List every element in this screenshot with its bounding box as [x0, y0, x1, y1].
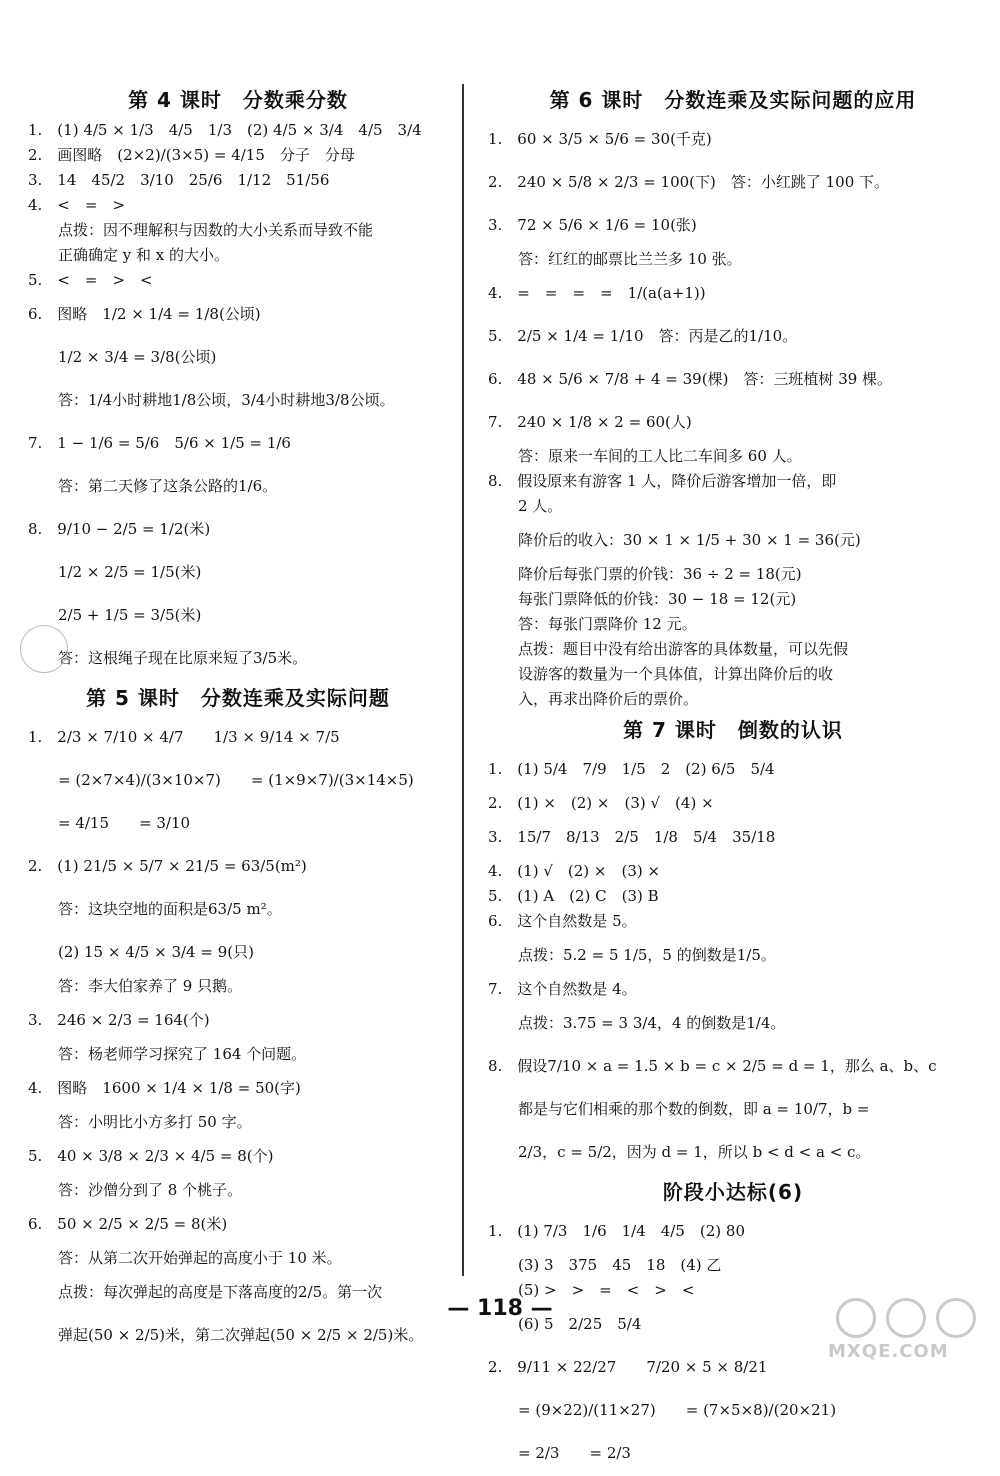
answer-line: 答：李大伯家养了 9 只鹅。: [58, 976, 243, 995]
hint-line: 弹起(50 × 2/5)米，第二次弹起(50 × 2/5 × 2/5)米。: [58, 1325, 424, 1344]
answer-line: 都是与它们相乘的那个数的倒数，即 a = 10/7，b =: [518, 1099, 870, 1118]
answer-line: = (2×7×4)/(3×10×7) = (1×9×7)/(3×14×5): [58, 770, 414, 789]
answer-line: 答：小明比小方多打 50 字。: [58, 1112, 252, 1131]
right-column: [488, 80, 978, 1476]
hint-line: 点拨：每次弹起的高度是下落高度的2/5。第一次: [58, 1282, 383, 1301]
answer-line: 答：原来一车间的工人比二车间多 60 人。: [518, 446, 802, 465]
stamp-mark: [20, 625, 68, 673]
answer-line: 2/5 + 1/5 = 3/5(米): [58, 605, 202, 624]
answer-line: = 4/15 = 3/10: [58, 813, 191, 832]
hint-line: 正确确定 y 和 x 的大小。: [58, 245, 230, 264]
answer-line: (3) 3 375 45 18 (4) 乙: [518, 1255, 722, 1274]
answer-line: 答：每张门票降价 12 元。: [518, 614, 697, 633]
answer-line: 4. = = = = 1/(a(a+1)): [488, 283, 706, 302]
answer-line: 3. 14 45/2 3/10 25/6 1/12 51/56: [28, 170, 330, 189]
answer-line: 1. (1) 7/3 1/6 1/4 4/5 (2) 80: [488, 1221, 745, 1240]
answer-line: 答：这根绳子现在比原来短了3/5米。: [58, 648, 308, 667]
answer-line: 7. 1 − 1/6 = 5/6 5/6 × 1/5 = 1/6: [28, 433, 291, 452]
answer-line: 3. 15/7 8/13 2/5 1/8 5/4 35/18: [488, 827, 776, 846]
hint-line: 入，再求出降价后的票价。: [518, 689, 699, 708]
heading-lesson-4: 第 4 课时 分数乘分数: [128, 88, 348, 112]
answer-line: 3. 72 × 5/6 × 1/6 = 10(张): [488, 215, 697, 234]
answer-line: 1/2 × 2/5 = 1/5(米): [58, 562, 202, 581]
heading-lesson-5: 第 5 课时 分数连乘及实际问题: [86, 686, 390, 710]
answer-line: 2. (1) 21/5 × 5/7 × 21/5 = 63/5(m²): [28, 856, 307, 875]
answer-line: = (9×22)/(11×27) = (7×5×8)/(20×21): [518, 1400, 837, 1419]
answer-line: 2. 画图略 (2×2)/(3×5) = 4/15 分子 分母: [28, 145, 355, 164]
answer-line: 1/2 × 3/4 = 3/8(公顷): [58, 347, 217, 366]
answer-line: 答：1/4小时耕地1/8公顷，3/4小时耕地3/8公顷。: [58, 390, 395, 409]
answer-line: 降价后每张门票的价钱：36 ÷ 2 = 18(元): [518, 564, 802, 583]
hint-line: 点拨：因不理解积与因数的大小关系而导致不能: [58, 220, 374, 239]
watermark-circle-icon: [886, 1298, 926, 1338]
answer-line: 8. 9/10 − 2/5 = 1/2(米): [28, 519, 211, 538]
answer-line: 5. 40 × 3/8 × 2/3 × 4/5 = 8(个): [28, 1146, 274, 1165]
answer-line: 答：沙僧分到了 8 个桃子。: [58, 1180, 243, 1199]
watermark-text: MXQE.COM: [828, 1341, 949, 1362]
heading-stage-test-6: 阶段小达标(6): [662, 1180, 804, 1204]
page-number: — 118 —: [447, 1296, 553, 1321]
answer-line: 答：从第二次开始弹起的高度小于 10 米。: [58, 1248, 342, 1267]
answer-line: 6. 50 × 2/5 × 2/5 = 8(米): [28, 1214, 228, 1233]
answer-line: (6) 5 2/25 5/4: [518, 1314, 642, 1333]
answer-line: 答：这块空地的面积是63/5 m²。: [58, 899, 282, 918]
answer-line: 答：第二天修了这条公路的1/6。: [58, 476, 278, 495]
answer-line: 4. 图略 1600 × 1/4 × 1/8 = 50(字): [28, 1078, 301, 1097]
answer-line: 4. (1) √ (2) × (3) ×: [488, 861, 661, 880]
answer-line: 5. < = > <: [28, 270, 153, 289]
answer-line: 3. 246 × 2/3 = 164(个): [28, 1010, 210, 1029]
column-divider: [462, 84, 464, 1276]
watermark-circle-icon: [936, 1298, 976, 1338]
answer-line: 6. 48 × 5/6 × 7/8 + 4 = 39(棵) 答：三班植树 39 棵。: [488, 369, 893, 388]
heading-lesson-6: 第 6 课时 分数连乘及实际问题的应用: [549, 88, 917, 112]
answer-line: 8. 假设7/10 × a = 1.5 × b = c × 2/5 = d = 1，那么 a、b、c: [488, 1056, 937, 1075]
answer-line: 8. 假设原来有游客 1 人，降价后游客增加一倍，即: [488, 471, 837, 490]
hint-line: 设游客的数量为一个具体值，计算出降价后的收: [518, 664, 834, 683]
answer-line: 5. 2/5 × 1/4 = 1/10 答：丙是乙的1/10。: [488, 326, 798, 345]
left-column: [28, 80, 448, 1358]
answer-line: (2) 15 × 4/5 × 3/4 = 9(只): [58, 942, 254, 961]
hint-line: 点拨：3.75 = 3 3/4，4 的倒数是1/4。: [518, 1013, 786, 1032]
answer-line: 1. (1) 4/5 × 1/3 4/5 1/3 (2) 4/5 × 3/4 4/5 3/4: [28, 120, 422, 139]
answer-line: = 2/3 = 2/3: [518, 1443, 631, 1462]
answer-line: 每张门票降低的价钱：30 − 18 = 12(元): [518, 589, 797, 608]
answer-line: 7. 240 × 1/8 × 2 = 60(人): [488, 412, 692, 431]
answer-line: (5) > > = < > <: [518, 1280, 695, 1299]
heading-lesson-7: 第 7 课时 倒数的认识: [623, 718, 843, 742]
answer-line: 2. (1) × (2) × (3) √ (4) ×: [488, 793, 714, 812]
answer-line: 答：红红的邮票比兰兰多 10 张。: [518, 249, 742, 268]
answer-line: 1. 60 × 3/5 × 5/6 = 30(千克): [488, 129, 712, 148]
answer-line: 5. (1) A (2) C (3) B: [488, 886, 659, 905]
answer-line: 4. < = >: [28, 195, 126, 214]
answer-line: 2. 240 × 5/8 × 2/3 = 100(下) 答：小红跳了 100 下。: [488, 172, 890, 191]
watermark-logo: [828, 1298, 978, 1362]
hint-line: 点拨：5.2 = 5 1/5，5 的倒数是1/5。: [518, 945, 776, 964]
answer-line: 6. 图略 1/2 × 1/4 = 1/8(公顷): [28, 304, 261, 323]
answer-line: 2/3，c = 5/2，因为 d = 1，所以 b < d < a < c。: [518, 1142, 871, 1161]
answer-line: 1. 2/3 × 7/10 × 4/7 1/3 × 9/14 × 7/5: [28, 727, 340, 746]
answer-line: 答：杨老师学习探究了 164 个问题。: [58, 1044, 307, 1063]
hint-line: 点拨：题目中没有给出游客的具体数量，可以先假: [518, 639, 849, 658]
answer-line: 7. 这个自然数是 4。: [488, 979, 637, 998]
answer-line: 1. (1) 5/4 7/9 1/5 2 (2) 6/5 5/4: [488, 759, 775, 778]
watermark-circle-icon: [836, 1298, 876, 1338]
answer-line: 降价后的收入：30 × 1 × 1/5 + 30 × 1 = 36(元): [518, 530, 861, 549]
answer-line: 6. 这个自然数是 5。: [488, 911, 637, 930]
answer-line: 2 人。: [518, 496, 563, 515]
answer-line: 2. 9/11 × 22/27 7/20 × 5 × 8/21: [488, 1357, 768, 1376]
